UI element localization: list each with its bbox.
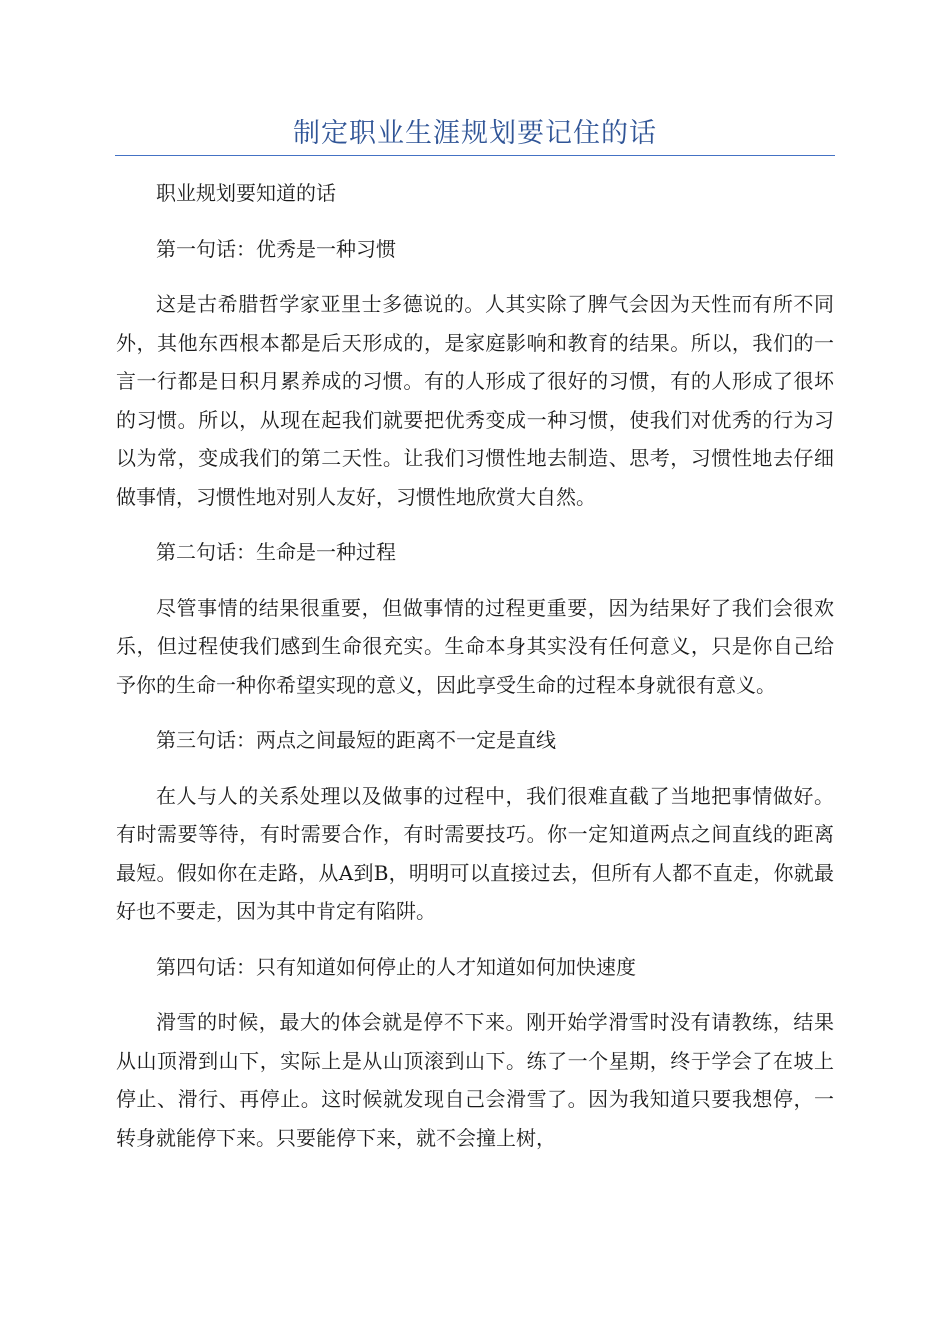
paragraph-fourth-sentence: 滑雪的时候，最大的体会就是停不下来。刚开始学滑雪时没有请教练，结果从山顶滑到山下，实际上是从山顶滚到山下。练了一个星期，终于学会了在坡上停止、滑行、再停止。这时候就发现自己会滑雪了。因为我知道只要我想停，一转身就能停下来。只要能停下来，就不会撞上树， <box>116 1010 834 1150</box>
title-underline <box>115 155 835 156</box>
heading-third-sentence: 第三句话：两点之间最短的距离不一定是直线 <box>156 728 556 752</box>
heading-first-sentence: 第一句话：优秀是一种习惯 <box>156 236 396 261</box>
paragraph-first-sentence: 这是古希腊哲学家亚里士多德说的。人其实除了脾气会因为天性而有所不同外，其他东西根本都是后天形成的，是家庭影响和教育的结果。所以，我们的一言一行都是日积月累养成的习惯。有的人形成了很好的习惯，有的人形成了很坏的习惯。所以，从现在起我们就要把优秀变成一种习惯，使我们对优秀的行为习以为常，变成我们的第二天性。让我们习惯性地去制造、思考，习惯性地去仔细做事情，习惯性地对别人友好，习惯性地欣赏大自然。 <box>116 292 834 509</box>
document-title: 制定职业生涯规划要记住的话 <box>293 118 657 149</box>
section-intro: 职业规划要知道的话 <box>156 181 336 205</box>
heading-second-sentence: 第二句话：生命是一种过程 <box>156 540 396 564</box>
paragraph-second-sentence: 尽管事情的结果很重要，但做事情的过程更重要，因为结果好了我们会很欢乐，但过程使我们感到生命很充实。生命本身其实没有任何意义，只是你自己给予你的生命一种你希望实现的意义，因此享受生命的过程本身就很有意义。 <box>116 595 834 697</box>
heading-fourth-sentence: 第四句话：只有知道如何停止的人才知道如何加快速度 <box>156 954 636 979</box>
paragraph-third-sentence: 在人与人的关系处理以及做事的过程中，我们很难直截了当地把事情做好。有时需要等待，有时需要合作，有时需要技巧。你一定知道两点之间直线的距离最短。假如你在走路，从A到B，明明可以直接过去，但所有人都不直走，你就最好也不要走，因为其中肯定有陷阱。 <box>116 783 834 923</box>
document-body <box>116 174 834 1174</box>
